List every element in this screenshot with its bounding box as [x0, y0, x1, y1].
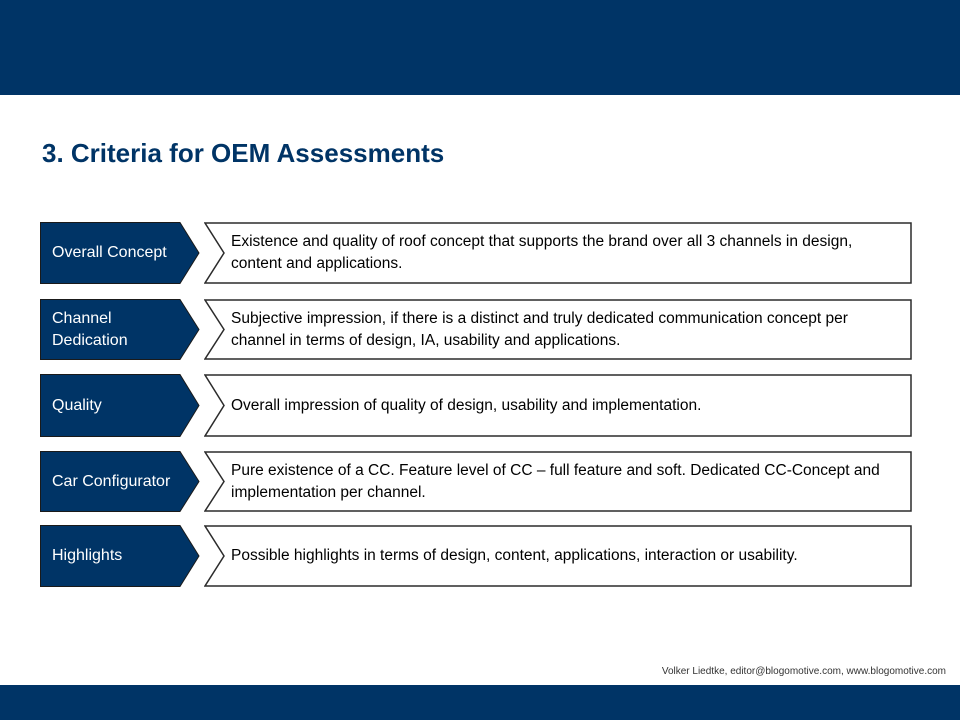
criteria-row-overall-concept: [40, 222, 912, 284]
criteria-label-chevron: [40, 525, 200, 587]
criteria-label: Quality: [52, 396, 102, 414]
criteria-label: Overall Concept: [52, 244, 167, 261]
criteria-description-box: [204, 299, 912, 360]
criteria-label-chevron: [40, 451, 200, 512]
criteria-description-box: [204, 222, 912, 284]
slide-title: 3. Criteria for OEM Assessments: [42, 138, 445, 168]
criteria-description: Possible highlights in terms of design, content, applications, interaction or usability.: [231, 547, 798, 564]
criteria-label: Car Configurator: [52, 472, 171, 490]
criteria-description-box: [204, 374, 912, 437]
footer-band: [0, 685, 960, 720]
criteria-label-chevron: [40, 299, 200, 360]
criteria-description-box: [204, 451, 912, 512]
criteria-label-chevron: [40, 222, 200, 284]
criteria-description: Existence and quality of roof concept that supports the brand over all 3 channels in design, content and applications.: [231, 233, 853, 272]
footer-credit: Volker Liedtke, editor@blogomotive.com, www.blogomotive.com: [661, 666, 946, 677]
criteria-row-channel-dedication: [40, 299, 912, 360]
criteria-row-car-configurator: [40, 451, 912, 512]
criteria-description: Overall impression of quality of design, usability and implementation.: [231, 396, 702, 414]
criteria-row-quality: [40, 374, 912, 437]
criteria-description: Pure existence of a CC. Feature level of CC – full feature and soft. Dedicated CC-Concept and implementation per channel.: [231, 461, 880, 501]
criteria-label: Highlights: [52, 547, 123, 564]
criteria-row-highlights: [40, 525, 912, 587]
criteria-label: Channel Dedication: [52, 309, 128, 349]
criteria-description-box: [204, 525, 912, 587]
criteria-description: Subjective impression, if there is a distinct and truly dedicated communication concept per channel in terms of design, IA, usability and applications.: [231, 309, 848, 349]
header-band: [0, 0, 960, 95]
criteria-label-chevron: [40, 374, 200, 437]
